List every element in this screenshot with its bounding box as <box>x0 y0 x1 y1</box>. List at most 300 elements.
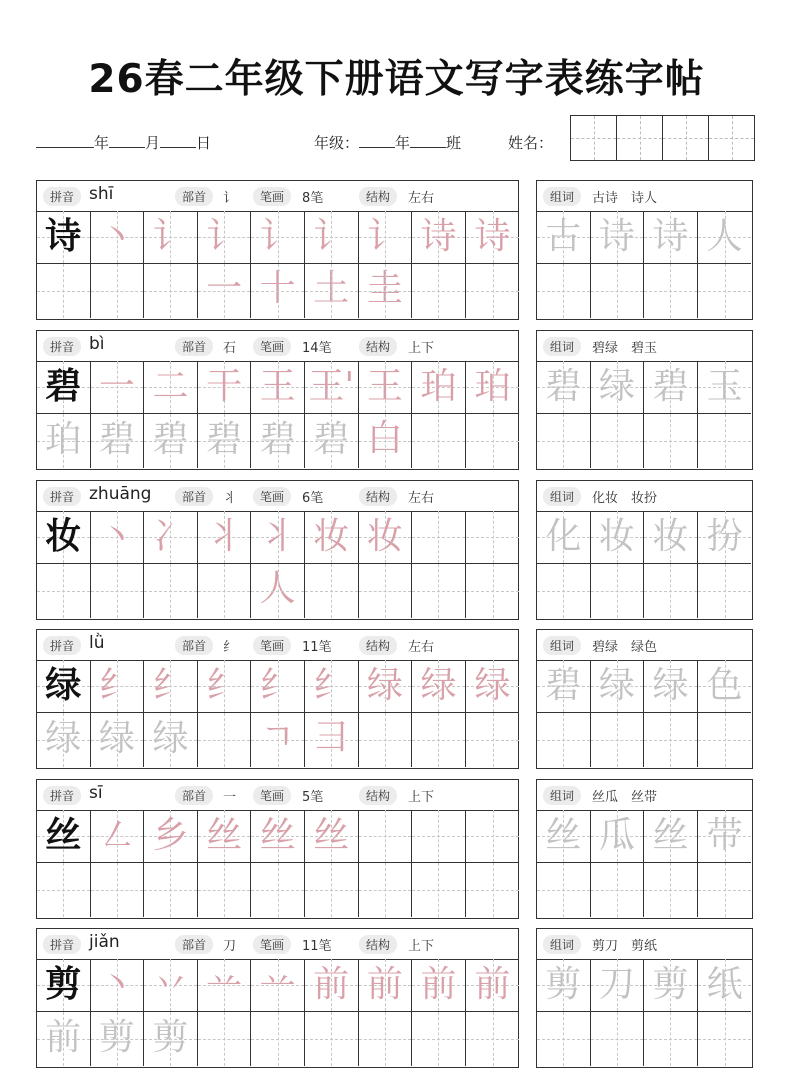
word-practice-panel <box>536 480 753 620</box>
writing-cell[interactable] <box>466 660 520 713</box>
strokes-label: 笔画 <box>253 187 291 206</box>
writing-cell[interactable] <box>91 264 145 317</box>
word-writing-cell[interactable] <box>698 810 752 863</box>
word-writing-cell[interactable] <box>591 361 645 414</box>
writing-cell[interactable] <box>37 564 91 617</box>
word-writing-cell[interactable] <box>591 511 645 564</box>
grade-class-field[interactable]: 年级： 年 班 <box>314 134 462 152</box>
writing-cell[interactable] <box>144 959 198 1012</box>
radical-label: 部首 <box>175 786 213 805</box>
trace-character: 二 <box>152 366 189 407</box>
writing-cell[interactable] <box>37 211 91 264</box>
word-writing-cell[interactable] <box>644 264 698 317</box>
character-practice-block <box>36 928 756 1068</box>
trace-character: 一 <box>98 366 135 407</box>
trace-character: 前 <box>45 1017 82 1059</box>
radical-value: 讠 <box>223 191 237 206</box>
word-writing-cell[interactable] <box>591 564 645 617</box>
word-trace-character: 碧 <box>545 665 582 706</box>
writing-cell[interactable] <box>144 863 198 916</box>
writing-cell[interactable] <box>412 810 466 863</box>
writing-cell[interactable] <box>359 414 413 467</box>
character-info-header <box>37 929 518 960</box>
writing-cell[interactable] <box>412 564 466 617</box>
radical-value: 石 <box>223 341 237 356</box>
trace-character: 丝 <box>313 815 350 856</box>
word-header <box>537 331 752 362</box>
character-practice-block <box>36 779 756 919</box>
writing-cell[interactable] <box>466 361 520 414</box>
word-writing-cell[interactable] <box>644 863 698 916</box>
character-practice-block <box>36 330 756 470</box>
writing-cell[interactable] <box>198 361 252 414</box>
writing-cell[interactable] <box>305 863 359 916</box>
trace-character: 纟彐 <box>313 665 350 758</box>
stroke-practice-panel <box>36 779 519 919</box>
trace-character: 讠圭 <box>366 216 403 309</box>
trace-character: 乡 <box>152 815 189 856</box>
date-field[interactable]: 年 月 日 <box>36 132 211 153</box>
writing-cell[interactable] <box>37 264 91 317</box>
word-trace-character: 刀 <box>598 964 635 1005</box>
writing-cell[interactable] <box>466 863 520 916</box>
word-practice-panel <box>536 629 753 769</box>
trace-character: 碧 <box>152 419 189 461</box>
structure-label: 结构 <box>359 636 397 655</box>
trace-character: 碧 <box>206 419 243 461</box>
strokes-label: 笔画 <box>253 935 291 954</box>
words-value: 剪刀 剪纸 <box>592 939 658 954</box>
writing-cell[interactable] <box>359 660 413 713</box>
writing-cell[interactable] <box>144 660 198 713</box>
writing-cell[interactable] <box>37 361 91 414</box>
writing-cell[interactable] <box>144 1012 198 1065</box>
trace-character: 丬人 <box>259 516 296 609</box>
writing-cell[interactable] <box>359 959 413 1012</box>
word-writing-cell[interactable] <box>591 660 645 713</box>
strokes-label: 笔画 <box>253 786 291 805</box>
radical-label: 部首 <box>175 187 213 206</box>
word-writing-cell[interactable] <box>644 713 698 766</box>
trace-character: 冫 <box>152 516 189 557</box>
writing-cell[interactable] <box>305 511 359 564</box>
stroke-practice-panel <box>36 928 519 1068</box>
trace-character: 王' <box>308 366 355 407</box>
writing-cell[interactable] <box>305 713 359 766</box>
model-character: 剪 <box>45 964 82 1005</box>
trace-character: 珀 <box>45 419 82 461</box>
writing-cell[interactable] <box>37 863 91 916</box>
writing-cell[interactable] <box>466 713 520 766</box>
writing-cell[interactable] <box>198 810 252 863</box>
word-writing-cell[interactable] <box>698 1012 752 1065</box>
trace-character: 绿 <box>98 718 135 760</box>
writing-cell[interactable] <box>198 414 252 467</box>
writing-cell[interactable] <box>412 713 466 766</box>
trace-character: 绿 <box>152 718 189 760</box>
writing-cell[interactable] <box>198 511 252 564</box>
writing-cell[interactable] <box>37 1012 91 1065</box>
word-writing-cell[interactable] <box>537 511 591 564</box>
writing-cell[interactable] <box>359 211 413 309</box>
word-writing-cell[interactable] <box>644 361 698 414</box>
writing-cell[interactable] <box>198 959 252 1012</box>
character-info-header <box>37 780 518 811</box>
radical-value: 刀 <box>223 939 237 954</box>
writing-cell[interactable] <box>91 660 145 713</box>
writing-cell[interactable] <box>412 361 466 414</box>
words-label: 组词 <box>543 187 581 206</box>
trace-character: 绿 <box>45 718 82 760</box>
writing-cell[interactable] <box>412 863 466 916</box>
writing-cell[interactable] <box>198 564 252 617</box>
word-writing-cell[interactable] <box>537 959 591 1012</box>
writing-cell[interactable] <box>251 264 305 317</box>
character-info-header <box>37 481 518 512</box>
writing-cell[interactable] <box>466 211 520 264</box>
word-trace-character: 绿 <box>598 366 635 407</box>
strokes-value: 14笔 <box>302 341 332 356</box>
word-trace-character: 碧 <box>652 366 689 407</box>
strokes-label: 笔画 <box>253 337 291 356</box>
words-value: 化妆 妆扮 <box>592 491 658 506</box>
word-writing-cell[interactable] <box>698 414 752 467</box>
word-writing-cell[interactable] <box>591 414 645 467</box>
word-writing-cell[interactable] <box>537 564 591 617</box>
writing-cell[interactable] <box>144 264 198 317</box>
trace-character: 丶 <box>98 964 135 1005</box>
writing-cell[interactable] <box>91 414 145 467</box>
pinyin-value: sī <box>89 783 103 803</box>
writing-cell[interactable] <box>359 713 413 766</box>
word-trace-character: 古 <box>545 216 582 257</box>
writing-cell[interactable] <box>91 511 145 564</box>
words-value: 古诗 诗人 <box>592 191 658 206</box>
writing-cell[interactable] <box>359 511 413 564</box>
word-writing-cell[interactable] <box>644 564 698 617</box>
writing-cell[interactable] <box>305 564 359 617</box>
writing-cell[interactable] <box>251 414 305 467</box>
trace-character: 碧 <box>313 419 350 461</box>
writing-cell[interactable] <box>198 863 252 916</box>
word-writing-cell[interactable] <box>537 361 591 414</box>
writing-cell[interactable] <box>144 414 198 467</box>
character-practice-block <box>36 629 756 769</box>
writing-cell[interactable] <box>466 414 520 467</box>
writing-cell[interactable] <box>144 713 198 766</box>
word-writing-cell[interactable] <box>644 959 698 1012</box>
writing-cell[interactable] <box>37 713 91 766</box>
word-trace-character: 瓜 <box>598 815 635 856</box>
writing-cell[interactable] <box>198 211 252 309</box>
writing-cell[interactable] <box>359 863 413 916</box>
writing-cell[interactable] <box>305 211 359 309</box>
radical-value: 一 <box>223 790 237 805</box>
writing-cell[interactable] <box>412 511 466 564</box>
word-trace-character: 玉 <box>706 366 743 407</box>
strokes-label: 笔画 <box>253 487 291 506</box>
pinyin-label: 拼音 <box>43 935 81 954</box>
structure-value: 上下 <box>408 790 435 805</box>
word-trace-character: 丝 <box>652 815 689 856</box>
writing-cell[interactable] <box>37 959 91 1012</box>
writing-cell[interactable] <box>305 361 359 414</box>
writing-cell[interactable] <box>466 264 520 317</box>
word-practice-panel <box>536 180 753 320</box>
word-trace-character: 妆 <box>598 516 635 557</box>
model-character: 绿 <box>45 665 82 706</box>
name-input-boxes[interactable] <box>570 115 755 161</box>
writing-cell[interactable] <box>359 1012 413 1065</box>
word-trace-character: 带 <box>706 815 743 856</box>
writing-cell[interactable] <box>251 660 305 758</box>
writing-cell[interactable] <box>305 959 359 1012</box>
writing-cell[interactable] <box>305 264 359 317</box>
writing-cell[interactable] <box>251 361 305 414</box>
character-info-header <box>37 181 518 212</box>
pinyin-value: bì <box>89 334 105 354</box>
writing-cell[interactable] <box>466 511 520 564</box>
word-practice-panel <box>536 330 753 470</box>
word-trace-character: 剪 <box>545 964 582 1005</box>
writing-cell[interactable] <box>305 414 359 467</box>
trace-character: 绿 <box>366 665 403 706</box>
trace-character: 前 <box>366 964 403 1005</box>
writing-cell[interactable] <box>466 810 520 863</box>
writing-cell[interactable] <box>37 810 91 863</box>
word-writing-cell[interactable] <box>698 863 752 916</box>
stroke-practice-panel <box>36 629 519 769</box>
writing-cell[interactable] <box>466 1012 520 1065</box>
stroke-practice-panel <box>36 180 519 320</box>
trace-character: 纟 <box>152 665 189 706</box>
writing-cell[interactable] <box>412 660 466 713</box>
word-writing-cell[interactable] <box>698 564 752 617</box>
writing-cell[interactable] <box>305 810 359 863</box>
word-writing-cell[interactable] <box>591 863 645 916</box>
word-trace-character: 色 <box>706 665 743 706</box>
word-writing-cell[interactable] <box>537 414 591 467</box>
words-value: 碧绿 碧玉 <box>592 341 658 356</box>
word-writing-cell[interactable] <box>591 959 645 1012</box>
page-title: 26春二年级下册语文写字表练字帖 <box>88 57 705 102</box>
word-writing-cell[interactable] <box>644 414 698 467</box>
pinyin-value: lǜ <box>89 633 105 653</box>
trace-character: 妆 <box>313 516 350 557</box>
pinyin-label: 拼音 <box>43 786 81 805</box>
word-writing-cell[interactable] <box>591 264 645 317</box>
writing-cell[interactable] <box>37 660 91 713</box>
writing-cell[interactable] <box>91 361 145 414</box>
trace-character: 䒑 <box>206 964 243 1005</box>
writing-cell[interactable] <box>412 414 466 467</box>
writing-cell[interactable] <box>359 564 413 617</box>
word-writing-cell[interactable] <box>591 713 645 766</box>
model-character: 妆 <box>45 516 82 557</box>
writing-cell[interactable] <box>412 959 466 1012</box>
writing-cell[interactable] <box>251 564 305 617</box>
radical-value: 纟 <box>223 640 237 655</box>
word-writing-cell[interactable] <box>698 713 752 766</box>
word-writing-cell[interactable] <box>537 713 591 766</box>
writing-cell[interactable] <box>251 511 305 609</box>
trace-character: 碧 <box>98 419 135 461</box>
word-trace-character: 纸 <box>706 964 743 1005</box>
trace-character: 讠 <box>152 216 189 257</box>
writing-cell[interactable] <box>198 713 252 766</box>
writing-cell[interactable] <box>359 361 413 459</box>
word-trace-character: 诗 <box>652 216 689 257</box>
model-character: 丝 <box>45 815 82 856</box>
writing-cell[interactable] <box>198 1012 252 1065</box>
writing-cell[interactable] <box>91 810 145 863</box>
trace-character: 诗 <box>420 216 457 257</box>
pinyin-label: 拼音 <box>43 337 81 356</box>
writing-cell[interactable] <box>91 959 145 1012</box>
word-writing-cell[interactable] <box>591 211 645 264</box>
writing-cell[interactable] <box>144 511 198 564</box>
word-practice-panel <box>536 779 753 919</box>
writing-cell[interactable] <box>91 863 145 916</box>
strokes-value: 11笔 <box>302 640 332 655</box>
pinyin-label: 拼音 <box>43 636 81 655</box>
trace-character: 绿 <box>474 665 511 706</box>
word-writing-cell[interactable] <box>537 264 591 317</box>
word-writing-cell[interactable] <box>698 660 752 713</box>
stroke-practice-panel <box>36 480 519 620</box>
radical-label: 部首 <box>175 636 213 655</box>
word-writing-cell[interactable] <box>644 810 698 863</box>
trace-character: 前 <box>420 964 457 1005</box>
trace-character: 妆 <box>366 516 403 557</box>
strokes-value: 8笔 <box>302 191 324 206</box>
pinyin-label: 拼音 <box>43 487 81 506</box>
structure-label: 结构 <box>359 935 397 954</box>
word-trace-character: 妆 <box>652 516 689 557</box>
writing-cell[interactable] <box>251 863 305 916</box>
word-trace-character: 化 <box>545 516 582 557</box>
words-label: 组词 <box>543 337 581 356</box>
writing-cell[interactable] <box>412 264 466 317</box>
writing-cell[interactable] <box>251 211 305 309</box>
trace-character: 纟ㄱ <box>259 665 296 758</box>
writing-cell[interactable] <box>359 264 413 317</box>
trace-character: 丷 <box>152 964 189 1005</box>
word-writing-cell[interactable] <box>644 660 698 713</box>
writing-cell[interactable] <box>305 660 359 758</box>
trace-character: 讠十 <box>259 216 296 309</box>
word-writing-cell[interactable] <box>644 211 698 264</box>
writing-cell[interactable] <box>305 1012 359 1065</box>
structure-label: 结构 <box>359 337 397 356</box>
word-writing-cell[interactable] <box>591 810 645 863</box>
writing-cell[interactable] <box>91 211 145 264</box>
structure-value: 上下 <box>408 341 435 356</box>
trace-character: 䒑 <box>259 964 296 1005</box>
writing-cell[interactable] <box>466 564 520 617</box>
writing-cell[interactable] <box>412 1012 466 1065</box>
trace-character: 丶 <box>98 516 135 557</box>
word-writing-cell[interactable] <box>537 1012 591 1065</box>
word-header <box>537 929 752 960</box>
radical-label: 部首 <box>175 337 213 356</box>
word-writing-cell[interactable] <box>698 211 752 264</box>
writing-cell[interactable] <box>359 810 413 863</box>
word-writing-cell[interactable] <box>644 511 698 564</box>
writing-cell[interactable] <box>37 414 91 467</box>
name-label: 姓名： <box>508 134 554 152</box>
word-writing-cell[interactable] <box>537 810 591 863</box>
word-writing-cell[interactable] <box>644 1012 698 1065</box>
radical-label: 部首 <box>175 935 213 954</box>
trace-character: 丬 <box>206 516 243 557</box>
structure-value: 左右 <box>408 491 435 506</box>
writing-cell[interactable] <box>466 959 520 1012</box>
writing-cell[interactable] <box>198 660 252 713</box>
words-value: 碧绿 绿色 <box>592 640 658 655</box>
trace-character: 王 <box>259 366 296 407</box>
trace-character: 丝 <box>259 815 296 856</box>
words-label: 组词 <box>543 935 581 954</box>
word-trace-character: 诗 <box>598 216 635 257</box>
word-header <box>537 780 752 811</box>
writing-cell[interactable] <box>251 810 305 863</box>
writing-cell[interactable] <box>91 564 145 617</box>
word-trace-character: 人 <box>706 216 743 257</box>
word-writing-cell[interactable] <box>591 1012 645 1065</box>
writing-cell[interactable] <box>144 361 198 414</box>
writing-cell[interactable] <box>37 511 91 564</box>
word-writing-cell[interactable] <box>698 361 752 414</box>
trace-character: 前 <box>313 964 350 1005</box>
writing-cell[interactable] <box>251 959 305 1012</box>
trace-character: 王白 <box>366 366 403 459</box>
model-character: 诗 <box>45 216 82 257</box>
pinyin-label: 拼音 <box>43 187 81 206</box>
writing-cell[interactable] <box>412 211 466 264</box>
word-writing-cell[interactable] <box>698 959 752 1012</box>
trace-character: 纟 <box>98 665 135 706</box>
word-header <box>537 181 752 212</box>
radical-label: 部首 <box>175 487 213 506</box>
word-trace-character: 扮 <box>706 516 743 557</box>
word-trace-character: 绿 <box>652 665 689 706</box>
words-value: 丝瓜 丝带 <box>592 790 658 805</box>
word-writing-cell[interactable] <box>698 264 752 317</box>
writing-cell[interactable] <box>251 713 305 766</box>
writing-cell[interactable] <box>144 211 198 264</box>
trace-character: 丶 <box>98 216 135 257</box>
writing-cell[interactable] <box>91 713 145 766</box>
words-label: 组词 <box>543 786 581 805</box>
model-character: 碧 <box>45 366 82 407</box>
writing-cell[interactable] <box>144 810 198 863</box>
structure-value: 左右 <box>408 191 435 206</box>
writing-cell[interactable] <box>251 1012 305 1065</box>
character-info-header <box>37 331 518 362</box>
writing-cell[interactable] <box>144 564 198 617</box>
word-writing-cell[interactable] <box>698 511 752 564</box>
writing-cell[interactable] <box>198 264 252 317</box>
word-writing-cell[interactable] <box>537 211 591 264</box>
trace-character: 碧 <box>259 419 296 461</box>
writing-cell[interactable] <box>91 1012 145 1065</box>
word-writing-cell[interactable] <box>537 863 591 916</box>
trace-character: 纟 <box>206 665 243 706</box>
character-practice-block <box>36 180 756 320</box>
word-trace-character: 剪 <box>652 964 689 1005</box>
word-writing-cell[interactable] <box>537 660 591 713</box>
